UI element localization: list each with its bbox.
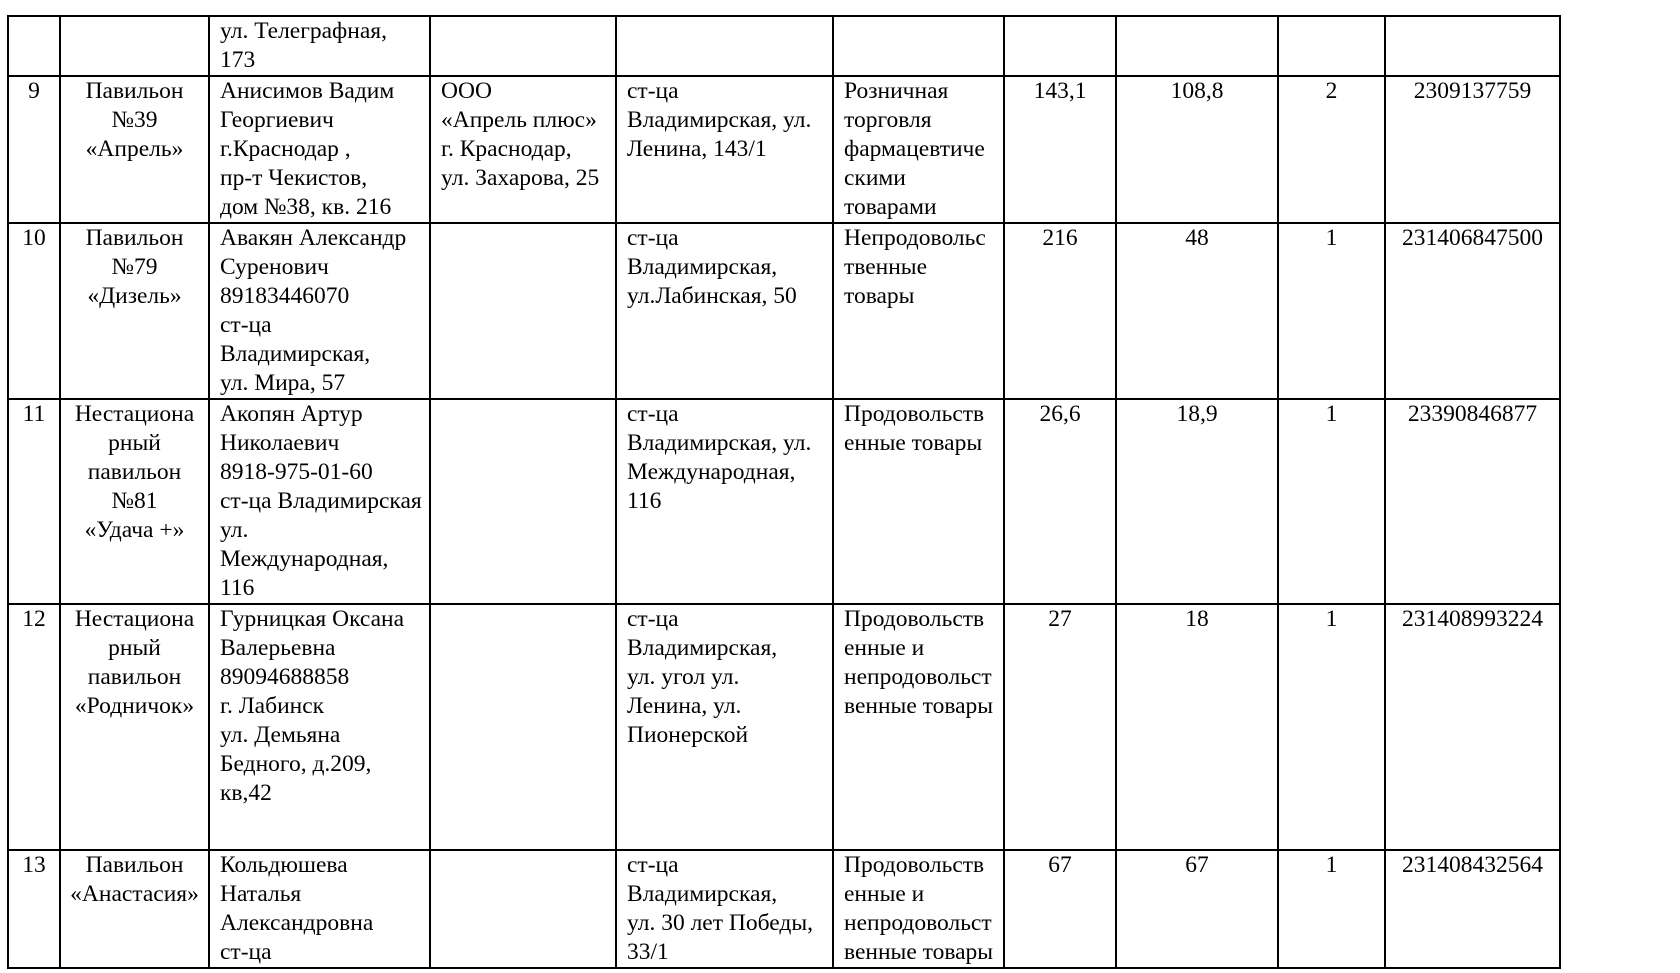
table-row	[8, 399, 1560, 604]
cell-location	[616, 16, 833, 76]
cell-owner: Анисимов Вадим Георгиевич г.Краснодар , пр-т Чекистов, дом №38, кв. 216	[209, 76, 430, 223]
cell-number: 9	[8, 76, 60, 223]
document-page	[7, 15, 1561, 969]
cell-owner: Акопян Артур Николаевич 8918-975-01-60 ст-ца Владимирская ул. Международная, 116	[209, 399, 430, 604]
cell-area-total: 143,1	[1004, 76, 1116, 223]
cell-location: ст-ца Владимирская, ул. 30 лет Победы, 33/1	[616, 850, 833, 968]
cell-area-total: 26,6	[1004, 399, 1116, 604]
cell-operator: ООО «Апрель плюс» г. Краснодар, ул. Захарова, 25	[430, 76, 616, 223]
cell-inn: 231406847500	[1385, 223, 1560, 399]
cell-area-trade: 108,8	[1116, 76, 1278, 223]
cell-area-total: 216	[1004, 223, 1116, 399]
cell-workplaces: 2	[1278, 76, 1385, 223]
cell-object: Нестациона рный павильон «Родничок»	[60, 604, 209, 850]
cell-operator	[430, 604, 616, 850]
table-row	[8, 223, 1560, 399]
cell-specialization: Продовольств енные и непродовольст венные товары	[833, 850, 1004, 968]
cell-area-total	[1004, 16, 1116, 76]
cell-inn: 231408993224	[1385, 604, 1560, 850]
cell-area-trade: 18,9	[1116, 399, 1278, 604]
registry-table	[7, 15, 1561, 969]
cell-object: Павильон №79 «Дизель»	[60, 223, 209, 399]
cell-location: ст-ца Владимирская, ул. Ленина, 143/1	[616, 76, 833, 223]
cell-owner: Авакян Александр Суренович 89183446070 ст-ца Владимирская, ул. Мира, 57	[209, 223, 430, 399]
cell-number	[8, 16, 60, 76]
cell-location: ст-ца Владимирская, ул. Международная, 116	[616, 399, 833, 604]
cell-number: 10	[8, 223, 60, 399]
cell-object	[60, 16, 209, 76]
cell-workplaces: 1	[1278, 850, 1385, 968]
cell-object: Павильон «Анастасия»	[60, 850, 209, 968]
cell-area-trade	[1116, 16, 1278, 76]
cell-operator	[430, 850, 616, 968]
table-row	[8, 16, 1560, 76]
cell-location: ст-ца Владимирская, ул. угол ул. Ленина, ул. Пионерской	[616, 604, 833, 850]
cell-area-trade: 48	[1116, 223, 1278, 399]
cell-area-total: 67	[1004, 850, 1116, 968]
cell-object: Нестациона рный павильон №81 «Удача +»	[60, 399, 209, 604]
cell-number: 11	[8, 399, 60, 604]
cell-area-trade: 67	[1116, 850, 1278, 968]
cell-inn	[1385, 16, 1560, 76]
cell-specialization: Продовольств енные и непродовольст венные товары	[833, 604, 1004, 850]
cell-workplaces: 1	[1278, 223, 1385, 399]
cell-number: 13	[8, 850, 60, 968]
cell-specialization: Продовольств енные товары	[833, 399, 1004, 604]
cell-inn: 2309137759	[1385, 76, 1560, 223]
cell-specialization	[833, 16, 1004, 76]
table-row	[8, 850, 1560, 968]
cell-number: 12	[8, 604, 60, 850]
table-row	[8, 604, 1560, 850]
cell-operator	[430, 399, 616, 604]
cell-object: Павильон №39 «Апрель»	[60, 76, 209, 223]
cell-inn: 231408432564	[1385, 850, 1560, 968]
cell-workplaces: 1	[1278, 399, 1385, 604]
cell-location: ст-ца Владимирская, ул.Лабинская, 50	[616, 223, 833, 399]
cell-inn: 23390846877	[1385, 399, 1560, 604]
cell-area-total: 27	[1004, 604, 1116, 850]
cell-operator	[430, 16, 616, 76]
table-row	[8, 76, 1560, 223]
cell-workplaces	[1278, 16, 1385, 76]
cell-specialization: Розничная торговля фармацевтиче скими товарами	[833, 76, 1004, 223]
cell-owner: Гурницкая Оксана Валерьевна 89094688858 г. Лабинск ул. Демьяна Бедного, д.209, кв,42	[209, 604, 430, 850]
cell-operator	[430, 223, 616, 399]
cell-area-trade: 18	[1116, 604, 1278, 850]
cell-specialization: Непродовольс твенные товары	[833, 223, 1004, 399]
cell-workplaces: 1	[1278, 604, 1385, 850]
cell-owner: Кольдюшева Наталья Александровна ст-ца	[209, 850, 430, 968]
cell-owner: ул. Телеграфная, 173	[209, 16, 430, 76]
